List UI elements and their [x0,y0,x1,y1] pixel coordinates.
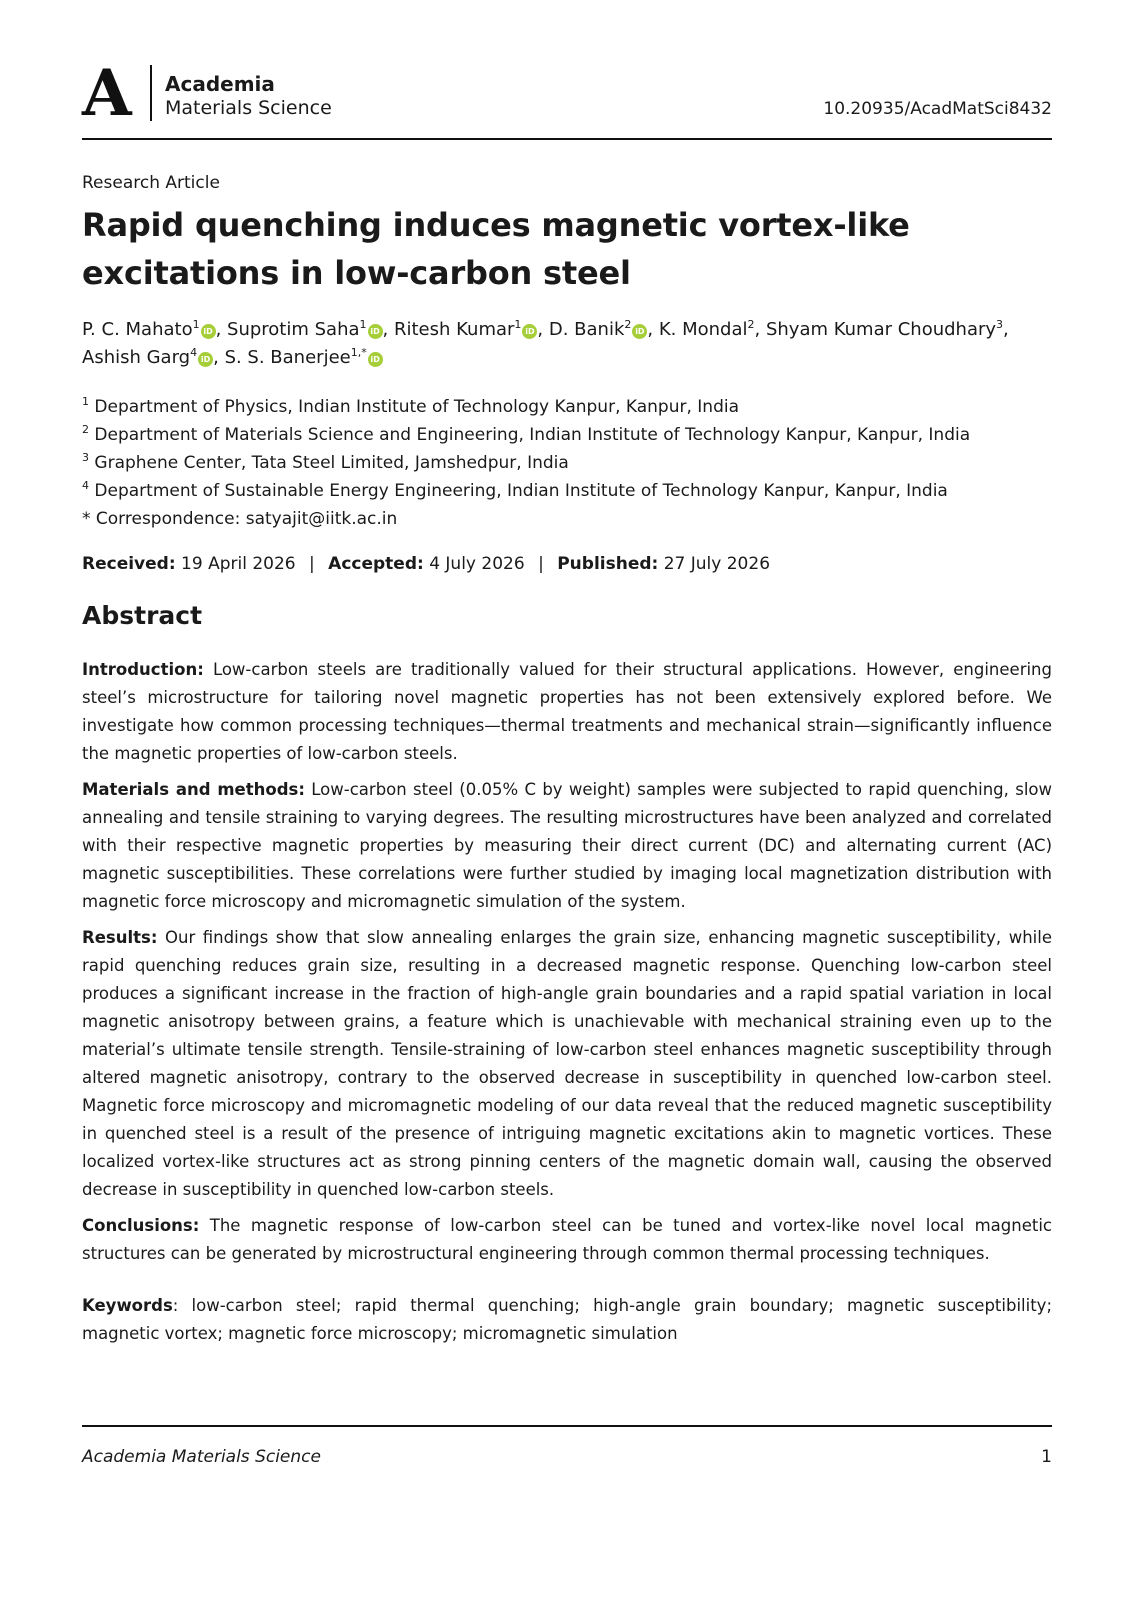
published-label: Published: [557,554,659,574]
author-name: Ashish Garg [82,347,191,368]
affiliation-text: Graphene Center, Tata Steel Limited, Jamshedpur, India [94,453,569,473]
section-text: The magnetic response of low-carbon steel can be tuned and vortex-like novel local magnetic structures can be generated by microstructural engineering through common thermal processing techniques. [82,1216,1052,1263]
section-label: Conclusions: [82,1216,200,1235]
abstract-conclusions [82,1212,1052,1268]
date-separator: | [538,554,544,574]
journal-logo: A [82,56,132,131]
abstract-methods [82,776,1052,916]
section-label: Results: [82,928,158,947]
author [766,319,1003,340]
author-affiliation-sup: 1,* [350,346,367,359]
abstract-body [82,656,1052,1276]
affiliation-list [82,393,1052,533]
author-name: Ritesh Kumar [393,319,515,340]
received-label: Received: [82,554,176,574]
author-affiliation-sup: 4 [190,346,198,359]
section-text: Our findings show that slow annealing enlarges the grain size, enhancing magnetic susceptibility, while rapid quenching reduces grain size, resulting in a decreased magnetic response. Quenching low-carbon steel produces a significant increase in the fraction of high-angle grain boundaries and a rapid spatial variation in local magnetic anisotropy between grains, a feature which is unachievable with mechanical straining even up to the material’s ultimate tensile strength. Tensile-straining of low-carbon steel enhances magnetic susceptibility through altered magnetic anisotropy, contrary to the observed decrease in susceptibility in quenched low-carbon steel. Magnetic force microscopy and micromagnetic modeling of our data reveal that the reduced magnetic susceptibility in quenched steel is a result of the presence of intriguing magnetic excitations akin to magnetic vortices. These localized vortex-like structures act as strong pinning centers of the magnetic domain wall, causing the observed decrease in susceptibility in quenched low-carbon steels. [82,928,1052,1199]
affiliation-text: Department of Physics, Indian Institute of Technology Kanpur, Kanpur, India [94,397,739,417]
author-affiliation-sup: 2 [747,318,755,331]
keywords [82,1292,1052,1348]
affiliation [82,477,1052,505]
author-name: Shyam Kumar Choudhary [765,319,997,340]
accepted-date: 4 July 2026 [429,554,525,574]
author [82,319,216,340]
accepted-label: Accepted: [328,554,424,574]
author-name: S. S. Banerjee [224,347,351,368]
author-affiliation-sup: 1 [514,318,522,331]
author-affiliation-sup: 3 [996,318,1004,331]
section-label: Materials and methods: [82,780,305,799]
affiliation-number: 3 [82,451,89,464]
author-name: D. Banik [548,319,625,340]
author-list: P. C. Mahato$^1$iD , Suprotim Saha$^1$iD , Ritesh Kumar$^1$iD , D. Banik$^2$iD , K. Mondal$^2$, Shyam Kumar Choudhary$^3$, Ashish Garg$^4$iD , S. S. Banerjee$^{1,*}$iD [82,318,1009,368]
section-label: Introduction: [82,660,204,679]
affiliation-number: 4 [82,479,89,492]
author-affiliation-sup: 1 [192,318,200,331]
author [549,319,648,340]
section-text: Low-carbon steels are traditionally valued for their structural applications. However, engineering steel’s microstructure for tailoring novel magnetic properties has not been extensively explored before. We investigate how common processing techniques—thermal treatments and mechanical strain—significantly influence the magnetic properties of low-carbon steels. [82,660,1052,763]
footer-rule [82,1425,1052,1427]
author-name: K. Mondal [658,319,748,340]
journal-name: Academia [165,72,275,96]
author-affiliation-sup: 2 [624,318,632,331]
published-date: 27 July 2026 [663,554,771,574]
abstract-heading: Abstract [82,601,203,630]
orcid-icon[interactable]: iD [198,352,213,367]
affiliation-number: 2 [82,423,89,436]
article-title: Rapid quenching induces magnetic vortex-like excitations in low-carbon steel [82,206,910,292]
header-rule [82,138,1052,140]
logo-divider [150,65,152,121]
journal-subtitle: Materials Science [165,97,332,119]
affiliation [82,449,1052,477]
section-text: Low-carbon steel (0.05% C by weight) samples were subjected to rapid quenching, slow annealing and tensile straining to varying degrees. The resulting microstructures have been analyzed and correlated with their respective magnetic properties by measuring their direct current (DC) and alternating current (AC) magnetic susceptibilities. These correlations were further studied by imaging local magnetization distribution with magnetic force microscopy and micromagnetic simulation of the system. [82,780,1052,911]
orcid-icon[interactable]: iD [522,324,537,339]
date-separator: | [309,554,315,574]
author [225,347,383,368]
author [394,319,537,340]
author-name: P. C. Mahato [82,319,193,340]
orcid-icon[interactable]: iD [632,324,647,339]
affiliation-text: Department of Materials Science and Engineering, Indian Institute of Technology Kanpur, Kanpur, India [94,425,971,445]
affiliation-text: Department of Sustainable Energy Engineering, Indian Institute of Technology Kanpur, Kanpur, India [94,481,948,501]
publication-dates [82,553,770,575]
doi-link[interactable]: 10.20935/AcadMatSci8432 [823,99,1052,119]
footer-journal: Academia Materials Science [82,1447,321,1467]
received-date: 19 April 2026 [181,554,296,574]
orcid-icon[interactable]: iD [201,324,216,339]
orcid-icon[interactable]: iD [368,352,383,367]
article-type: Research Article [82,173,220,193]
correspondence: * Correspondence: satyajit@iitk.ac.in [82,509,398,529]
keywords-text: : low-carbon steel; rapid thermal quenching; high-angle grain boundary; magnetic susceptibility; magnetic vortex; magnetic force microscopy; micromagnetic simulation [82,1296,1052,1343]
abstract-results [82,924,1052,1204]
author [227,319,383,340]
author [82,347,213,368]
author-affiliation-sup: 1 [359,318,367,331]
keywords-label: Keywords [82,1296,173,1315]
author-name: Suprotim Saha [227,319,360,340]
abstract-introduction [82,656,1052,768]
affiliation [82,393,1052,421]
affiliation [82,421,1052,449]
page-number: 1 [1041,1447,1052,1467]
orcid-icon[interactable]: iD [368,324,383,339]
affiliation-number: 1 [82,395,89,408]
author [659,319,755,340]
article-page [82,0,1052,1600]
